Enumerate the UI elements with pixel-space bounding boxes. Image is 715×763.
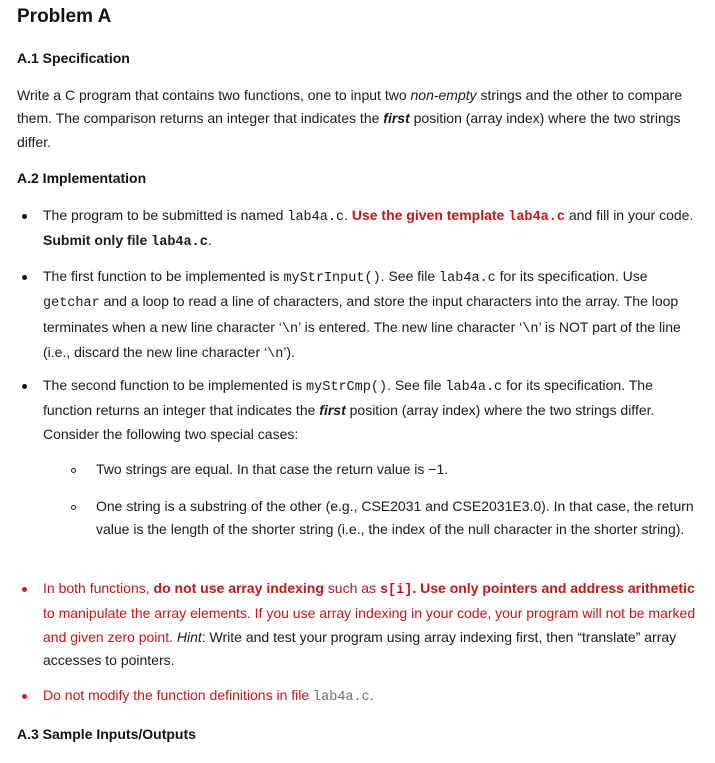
list-item-second-function: The second function to be implemented is myStrCmp(). See file lab4a.c for its specification. The function returns an integer that indicates the first position (array index) where the two strings differ. Consider the following two special cases: — [43, 377, 655, 442]
bullet-dot — [22, 214, 27, 219]
list-item-do-not-modify: Do not modify the function definitions in file lab4a.c. — [43, 687, 374, 705]
list-item-first-function: The first function to be implemented is myStrInput(). See file lab4a.c for its specification. Use getchar and a loop to read a line of characters, and store the input characters into the array. The loop terminates when a new line character ‘\n’ is entered. The new line character ‘\n’ is NOT part of the line (i.e., discard the new line character ‘\n’). — [43, 268, 681, 362]
bullet-dot — [22, 384, 27, 389]
sub-bullet-circle — [71, 505, 76, 510]
section-heading-specification: A.1 Specification — [17, 50, 130, 66]
sub-bullet-circle — [71, 468, 76, 473]
sub-item-equal-strings: Two strings are equal. In that case the return value is −1. — [96, 461, 449, 477]
bullet-dot — [22, 587, 27, 592]
list-item-submission: The program to be submitted is named lab4a.c. Use the given template lab4a.c and fill in your code. Submit only file lab4a.c. — [43, 207, 694, 251]
section-heading-sample-io: A.3 Sample Inputs/Outputs — [17, 726, 196, 742]
sub-item-substring: One string is a substring of the other (e.g., CSE2031 and CSE2031E3.0). In that case, the return value is the length of the shorter string (i.e., the index of the null character in the shorter string). — [96, 498, 694, 538]
bullet-dot — [22, 275, 27, 280]
list-item-no-array-indexing: In both functions, do not use array indexing such as s[i]. Use only pointers and address arithmetic to manipulate the array elements. If you use array indexing in your code, your program will not be marked and given zero point. Hint: Write and test your program using array indexing first, then “translate” array accesses to pointers. — [43, 580, 696, 668]
bullet-dot — [22, 694, 27, 699]
specification-paragraph: Write a C program that contains two functions, one to input two non-empty strings and the other to compare them. The comparison returns an integer that indicates the first position (array index) where the two strings differ. — [17, 87, 683, 150]
section-heading-implementation: A.2 Implementation — [17, 170, 147, 186]
page-title: Problem A — [17, 6, 112, 27]
